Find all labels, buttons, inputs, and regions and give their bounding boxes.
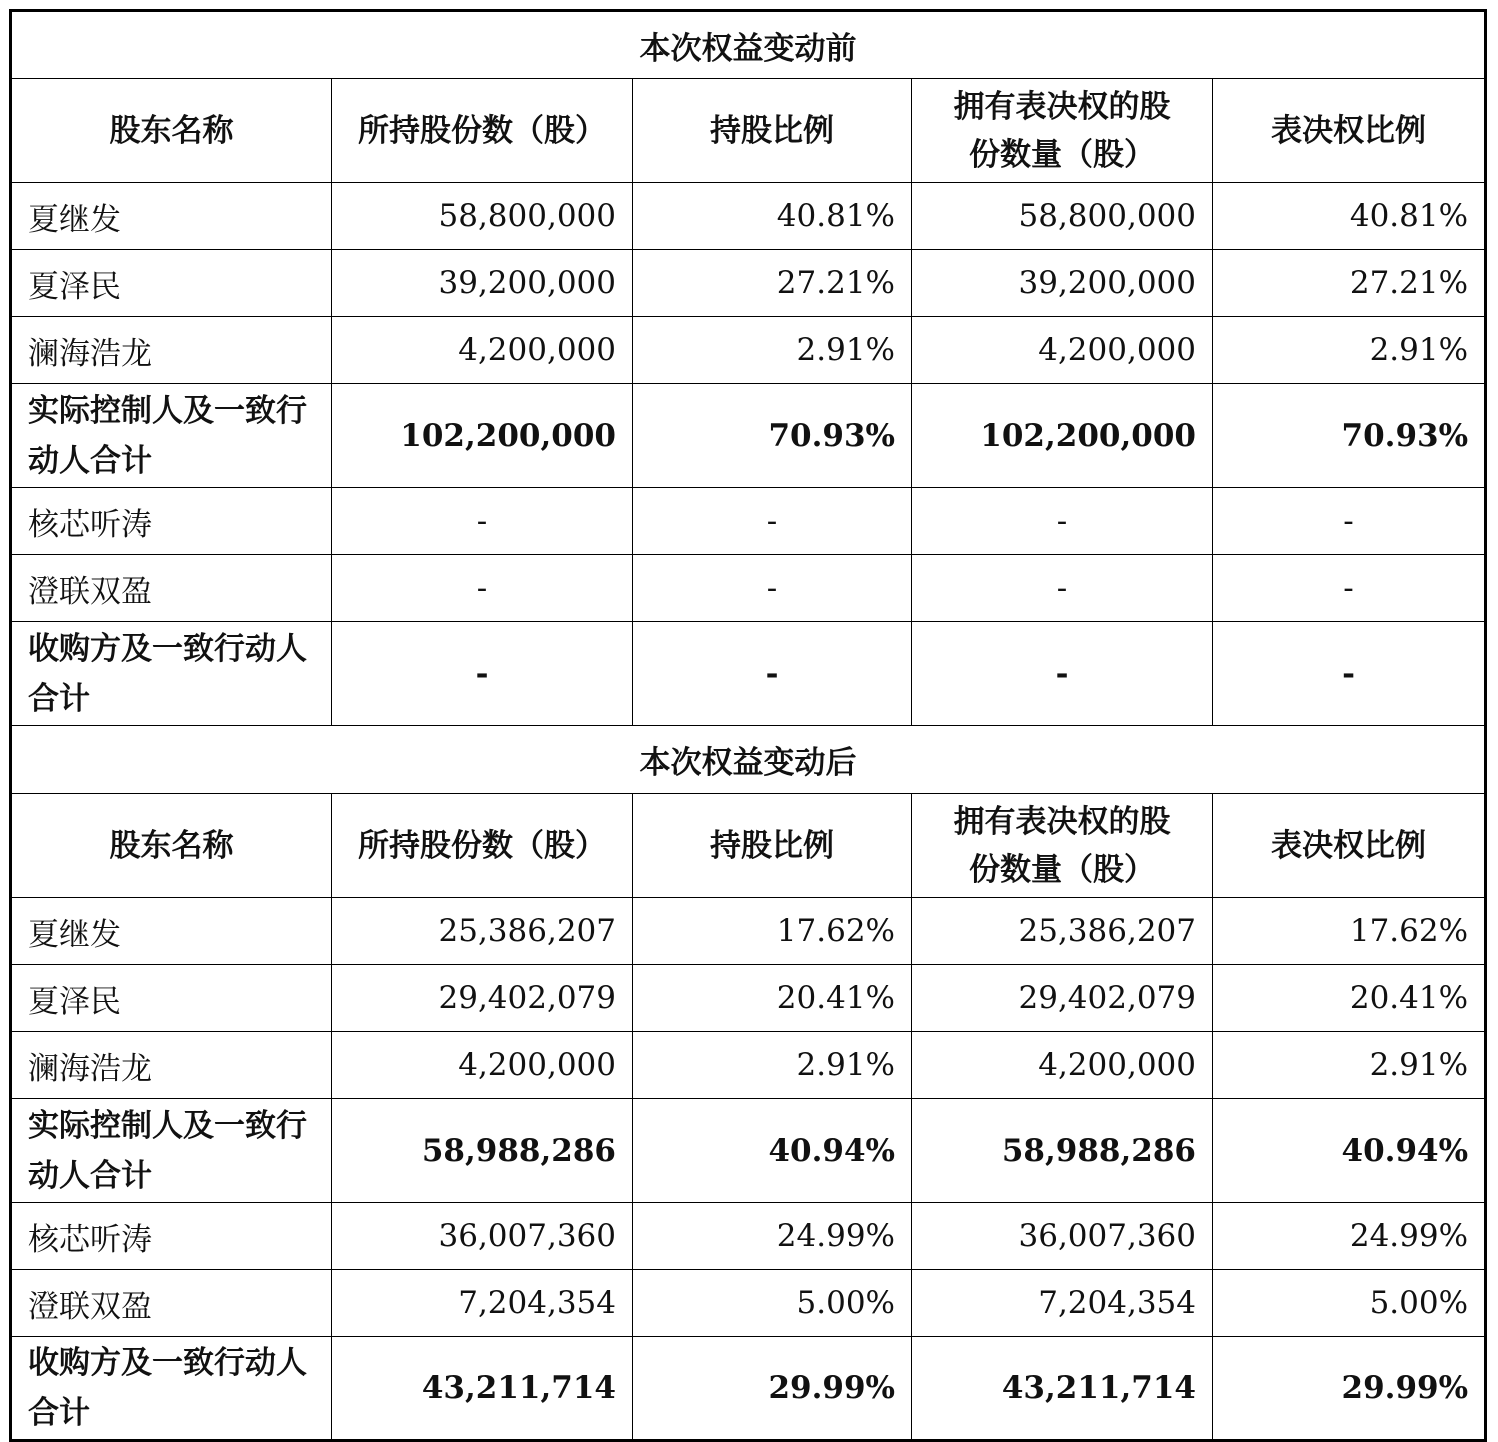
cell-vote-shares: 7,204,354 bbox=[912, 1270, 1213, 1337]
cell-ratio: - bbox=[633, 622, 912, 726]
cell-vote-shares: 4,200,000 bbox=[912, 1032, 1213, 1099]
cell-vote-ratio: - bbox=[1213, 555, 1486, 622]
cell-ratio: 40.81% bbox=[633, 183, 912, 250]
column-header: 股东名称 bbox=[11, 794, 332, 898]
cell-shares: - bbox=[332, 555, 633, 622]
cell-name: 夏泽民 bbox=[11, 965, 332, 1032]
cell-ratio: - bbox=[633, 488, 912, 555]
total-row bbox=[11, 1337, 1486, 1441]
cell-shares: 58,988,286 bbox=[332, 1099, 633, 1203]
column-header: 所持股份数（股） bbox=[332, 79, 633, 183]
column-header: 持股比例 bbox=[633, 79, 912, 183]
cell-name: 澜海浩龙 bbox=[11, 1032, 332, 1099]
cell-vote-ratio: 2.91% bbox=[1213, 1032, 1486, 1099]
cell-name: 收购方及一致行动人合计 bbox=[11, 622, 332, 726]
cell-shares: 39,200,000 bbox=[332, 250, 633, 317]
before-header-row bbox=[11, 79, 1486, 183]
cell-vote-shares: 43,211,714 bbox=[912, 1337, 1213, 1441]
cell-ratio: 2.91% bbox=[633, 317, 912, 384]
cell-ratio: 29.99% bbox=[633, 1337, 912, 1441]
after-header-row bbox=[11, 794, 1486, 898]
cell-vote-ratio: 17.62% bbox=[1213, 898, 1486, 965]
cell-vote-shares: 4,200,000 bbox=[912, 317, 1213, 384]
cell-name: 收购方及一致行动人合计 bbox=[11, 1337, 332, 1441]
table-row bbox=[11, 898, 1486, 965]
cell-vote-shares: 58,988,286 bbox=[912, 1099, 1213, 1203]
total-row bbox=[11, 384, 1486, 488]
cell-ratio: 70.93% bbox=[633, 384, 912, 488]
column-header: 持股比例 bbox=[633, 794, 912, 898]
table-row bbox=[11, 250, 1486, 317]
cell-shares: 4,200,000 bbox=[332, 1032, 633, 1099]
cell-vote-ratio: - bbox=[1213, 622, 1486, 726]
cell-vote-ratio: 70.93% bbox=[1213, 384, 1486, 488]
cell-shares: - bbox=[332, 622, 633, 726]
table-row bbox=[11, 555, 1486, 622]
cell-shares: 29,402,079 bbox=[332, 965, 633, 1032]
cell-name: 夏泽民 bbox=[11, 250, 332, 317]
table-row bbox=[11, 488, 1486, 555]
cell-vote-shares: - bbox=[912, 622, 1213, 726]
column-header: 股东名称 bbox=[11, 79, 332, 183]
column-header: 拥有表决权的股份数量（股） bbox=[912, 79, 1213, 183]
cell-shares: 43,211,714 bbox=[332, 1337, 633, 1441]
cell-vote-ratio: - bbox=[1213, 488, 1486, 555]
column-header: 表决权比例 bbox=[1213, 794, 1486, 898]
table-row bbox=[11, 965, 1486, 1032]
column-header: 表决权比例 bbox=[1213, 79, 1486, 183]
cell-ratio: 40.94% bbox=[633, 1099, 912, 1203]
cell-name: 澄联双盈 bbox=[11, 1270, 332, 1337]
table-row bbox=[11, 183, 1486, 250]
cell-ratio: 2.91% bbox=[633, 1032, 912, 1099]
cell-name: 核芯听涛 bbox=[11, 1203, 332, 1270]
cell-ratio: 20.41% bbox=[633, 965, 912, 1032]
cell-vote-shares: - bbox=[912, 488, 1213, 555]
table-row bbox=[11, 317, 1486, 384]
cell-name: 澄联双盈 bbox=[11, 555, 332, 622]
cell-name: 实际控制人及一致行动人合计 bbox=[11, 384, 332, 488]
cell-name: 实际控制人及一致行动人合计 bbox=[11, 1099, 332, 1203]
cell-vote-shares: 29,402,079 bbox=[912, 965, 1213, 1032]
equity-change-table bbox=[9, 9, 1487, 1442]
cell-vote-ratio: 29.99% bbox=[1213, 1337, 1486, 1441]
total-row bbox=[11, 622, 1486, 726]
cell-name: 夏继发 bbox=[11, 183, 332, 250]
cell-vote-shares: 39,200,000 bbox=[912, 250, 1213, 317]
cell-shares: 102,200,000 bbox=[332, 384, 633, 488]
column-header: 所持股份数（股） bbox=[332, 794, 633, 898]
table-row bbox=[11, 1203, 1486, 1270]
before-section-title: 本次权益变动前 bbox=[11, 11, 1486, 79]
cell-ratio: 17.62% bbox=[633, 898, 912, 965]
cell-shares: 36,007,360 bbox=[332, 1203, 633, 1270]
table-row bbox=[11, 1270, 1486, 1337]
cell-shares: 25,386,207 bbox=[332, 898, 633, 965]
cell-vote-ratio: 40.94% bbox=[1213, 1099, 1486, 1203]
total-row bbox=[11, 1099, 1486, 1203]
cell-ratio: 5.00% bbox=[633, 1270, 912, 1337]
cell-shares: 58,800,000 bbox=[332, 183, 633, 250]
column-header: 拥有表决权的股份数量（股） bbox=[912, 794, 1213, 898]
table-row bbox=[11, 1032, 1486, 1099]
cell-name: 澜海浩龙 bbox=[11, 317, 332, 384]
cell-vote-ratio: 24.99% bbox=[1213, 1203, 1486, 1270]
cell-shares: 7,204,354 bbox=[332, 1270, 633, 1337]
cell-vote-ratio: 20.41% bbox=[1213, 965, 1486, 1032]
cell-vote-shares: 36,007,360 bbox=[912, 1203, 1213, 1270]
cell-vote-ratio: 40.81% bbox=[1213, 183, 1486, 250]
cell-vote-ratio: 2.91% bbox=[1213, 317, 1486, 384]
cell-vote-shares: 58,800,000 bbox=[912, 183, 1213, 250]
cell-vote-shares: - bbox=[912, 555, 1213, 622]
cell-ratio: - bbox=[633, 555, 912, 622]
after-title-row bbox=[11, 726, 1486, 794]
before-title-row bbox=[11, 11, 1486, 79]
after-section-title: 本次权益变动后 bbox=[11, 726, 1486, 794]
cell-shares: 4,200,000 bbox=[332, 317, 633, 384]
cell-ratio: 27.21% bbox=[633, 250, 912, 317]
cell-vote-ratio: 5.00% bbox=[1213, 1270, 1486, 1337]
cell-name: 夏继发 bbox=[11, 898, 332, 965]
cell-vote-shares: 25,386,207 bbox=[912, 898, 1213, 965]
cell-ratio: 24.99% bbox=[633, 1203, 912, 1270]
cell-shares: - bbox=[332, 488, 633, 555]
cell-vote-ratio: 27.21% bbox=[1213, 250, 1486, 317]
cell-name: 核芯听涛 bbox=[11, 488, 332, 555]
cell-vote-shares: 102,200,000 bbox=[912, 384, 1213, 488]
